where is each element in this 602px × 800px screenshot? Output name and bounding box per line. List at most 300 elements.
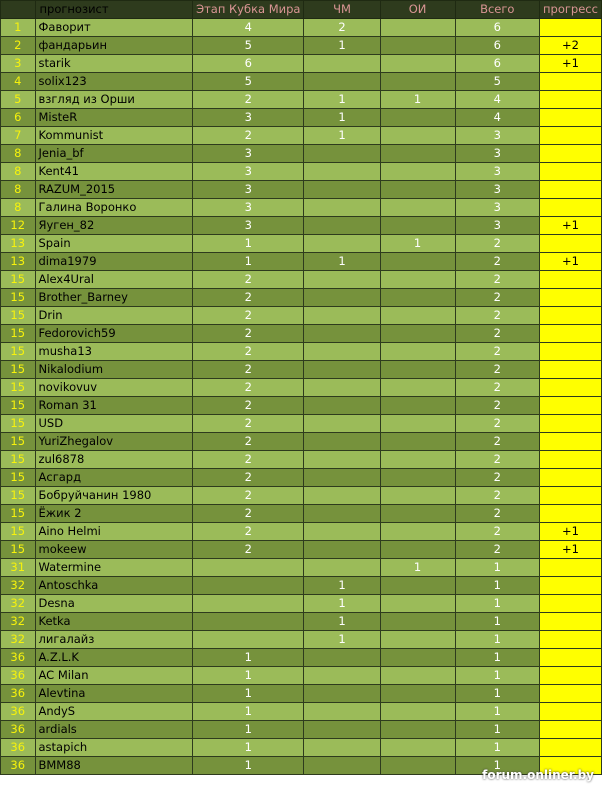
wc-cell bbox=[304, 361, 380, 379]
total-cell: 1 bbox=[455, 739, 539, 757]
table-row bbox=[1, 451, 602, 469]
oi-cell bbox=[380, 577, 455, 595]
wc-cell bbox=[304, 415, 380, 433]
table-row bbox=[1, 181, 602, 199]
world-cup-cell bbox=[193, 577, 304, 595]
oi-cell bbox=[380, 217, 455, 235]
total-cell: 2 bbox=[455, 325, 539, 343]
progress-cell: +1 bbox=[539, 541, 601, 559]
table-row bbox=[1, 415, 602, 433]
rank-cell: 3 bbox=[1, 55, 36, 73]
table-row bbox=[1, 217, 602, 235]
world-cup-cell: 2 bbox=[193, 469, 304, 487]
total-cell: 6 bbox=[455, 55, 539, 73]
wc-cell: 1 bbox=[304, 109, 380, 127]
wc-cell bbox=[304, 55, 380, 73]
oi-cell bbox=[380, 667, 455, 685]
name-cell: BMM88 bbox=[35, 757, 193, 775]
wc-cell bbox=[304, 667, 380, 685]
table-row bbox=[1, 667, 602, 685]
wc-cell bbox=[304, 181, 380, 199]
rank-cell: 15 bbox=[1, 541, 36, 559]
world-cup-cell: 1 bbox=[193, 721, 304, 739]
world-cup-cell: 2 bbox=[193, 325, 304, 343]
rank-cell: 5 bbox=[1, 91, 36, 109]
world-cup-cell: 3 bbox=[193, 199, 304, 217]
oi-cell bbox=[380, 73, 455, 91]
rank-cell: 8 bbox=[1, 145, 36, 163]
progress-cell bbox=[539, 109, 601, 127]
world-cup-cell: 5 bbox=[193, 37, 304, 55]
rank-cell: 15 bbox=[1, 289, 36, 307]
rank-cell: 36 bbox=[1, 721, 36, 739]
world-cup-cell: 5 bbox=[193, 73, 304, 91]
oi-cell bbox=[380, 595, 455, 613]
wc-cell bbox=[304, 379, 380, 397]
world-cup-cell: 3 bbox=[193, 163, 304, 181]
oi-cell bbox=[380, 757, 455, 775]
table-row bbox=[1, 235, 602, 253]
world-cup-cell: 2 bbox=[193, 271, 304, 289]
name-cell: Фаворит bbox=[35, 19, 193, 37]
name-cell: Spain bbox=[35, 235, 193, 253]
name-cell: Aino Helmi bbox=[35, 523, 193, 541]
total-cell: 5 bbox=[455, 73, 539, 91]
name-cell: Ketka bbox=[35, 613, 193, 631]
oi-cell bbox=[380, 109, 455, 127]
wc-cell bbox=[304, 649, 380, 667]
progress-cell bbox=[539, 577, 601, 595]
progress-cell bbox=[539, 379, 601, 397]
world-cup-cell: 2 bbox=[193, 451, 304, 469]
progress-cell: +1 bbox=[539, 55, 601, 73]
progress-cell bbox=[539, 451, 601, 469]
wc-cell bbox=[304, 397, 380, 415]
wc-cell bbox=[304, 145, 380, 163]
world-cup-cell: 2 bbox=[193, 379, 304, 397]
table-row bbox=[1, 397, 602, 415]
total-cell: 2 bbox=[455, 397, 539, 415]
oi-cell bbox=[380, 271, 455, 289]
total-cell: 2 bbox=[455, 289, 539, 307]
table-row bbox=[1, 361, 602, 379]
header-world-cup: Этап Кубка Мира bbox=[193, 1, 304, 19]
total-cell: 1 bbox=[455, 559, 539, 577]
progress-cell bbox=[539, 271, 601, 289]
oi-cell bbox=[380, 127, 455, 145]
progress-cell bbox=[539, 163, 601, 181]
world-cup-cell bbox=[193, 613, 304, 631]
world-cup-cell bbox=[193, 595, 304, 613]
oi-cell bbox=[380, 649, 455, 667]
name-cell: ardials bbox=[35, 721, 193, 739]
name-cell: dima1979 bbox=[35, 253, 193, 271]
world-cup-cell: 1 bbox=[193, 667, 304, 685]
name-cell: AC Milan bbox=[35, 667, 193, 685]
table-body bbox=[1, 19, 602, 775]
wc-cell bbox=[304, 271, 380, 289]
total-cell: 1 bbox=[455, 703, 539, 721]
progress-cell: +2 bbox=[539, 37, 601, 55]
name-cell: novikovuv bbox=[35, 379, 193, 397]
name-cell: mokeew bbox=[35, 541, 193, 559]
world-cup-cell: 2 bbox=[193, 397, 304, 415]
rank-cell: 36 bbox=[1, 667, 36, 685]
rank-cell: 36 bbox=[1, 703, 36, 721]
table-row bbox=[1, 19, 602, 37]
progress-cell: +1 bbox=[539, 523, 601, 541]
progress-cell bbox=[539, 595, 601, 613]
table-row bbox=[1, 145, 602, 163]
name-cell: musha13 bbox=[35, 343, 193, 361]
table-row bbox=[1, 163, 602, 181]
oi-cell bbox=[380, 523, 455, 541]
world-cup-cell: 2 bbox=[193, 289, 304, 307]
total-cell: 2 bbox=[455, 253, 539, 271]
total-cell: 3 bbox=[455, 199, 539, 217]
name-cell: Roman 31 bbox=[35, 397, 193, 415]
total-cell: 1 bbox=[455, 721, 539, 739]
table-row bbox=[1, 505, 602, 523]
progress-cell bbox=[539, 181, 601, 199]
wc-cell bbox=[304, 433, 380, 451]
table-row bbox=[1, 523, 602, 541]
rank-cell: 13 bbox=[1, 253, 36, 271]
wc-cell bbox=[304, 163, 380, 181]
world-cup-cell: 4 bbox=[193, 19, 304, 37]
table-row bbox=[1, 685, 602, 703]
table-row bbox=[1, 37, 602, 55]
total-cell: 3 bbox=[455, 181, 539, 199]
world-cup-cell: 2 bbox=[193, 433, 304, 451]
name-cell: USD bbox=[35, 415, 193, 433]
rank-cell: 8 bbox=[1, 181, 36, 199]
table-row bbox=[1, 469, 602, 487]
name-cell: Бобруйчанин 1980 bbox=[35, 487, 193, 505]
total-cell: 2 bbox=[455, 451, 539, 469]
table-row bbox=[1, 253, 602, 271]
name-cell: Desna bbox=[35, 595, 193, 613]
rank-cell: 15 bbox=[1, 379, 36, 397]
wc-cell: 1 bbox=[304, 577, 380, 595]
oi-cell bbox=[380, 469, 455, 487]
name-cell: Ёжик 2 bbox=[35, 505, 193, 523]
wc-cell bbox=[304, 757, 380, 775]
world-cup-cell: 1 bbox=[193, 253, 304, 271]
table-row bbox=[1, 199, 602, 217]
oi-cell bbox=[380, 703, 455, 721]
oi-cell bbox=[380, 181, 455, 199]
total-cell: 2 bbox=[455, 469, 539, 487]
table-row bbox=[1, 631, 602, 649]
oi-cell: 1 bbox=[380, 559, 455, 577]
name-cell: A.Z.L.K bbox=[35, 649, 193, 667]
oi-cell bbox=[380, 415, 455, 433]
table-row bbox=[1, 487, 602, 505]
wc-cell: 1 bbox=[304, 127, 380, 145]
header-oi: ОИ bbox=[380, 1, 455, 19]
total-cell: 1 bbox=[455, 757, 539, 775]
table-row bbox=[1, 559, 602, 577]
world-cup-cell: 3 bbox=[193, 109, 304, 127]
rank-cell: 15 bbox=[1, 271, 36, 289]
oi-cell bbox=[380, 433, 455, 451]
progress-cell bbox=[539, 91, 601, 109]
rank-cell: 36 bbox=[1, 757, 36, 775]
wc-cell bbox=[304, 307, 380, 325]
progress-cell bbox=[539, 685, 601, 703]
progress-cell bbox=[539, 361, 601, 379]
total-cell: 2 bbox=[455, 415, 539, 433]
rank-cell: 4 bbox=[1, 73, 36, 91]
oi-cell bbox=[380, 19, 455, 37]
name-cell: Яуген_82 bbox=[35, 217, 193, 235]
total-cell: 3 bbox=[455, 163, 539, 181]
rank-cell: 12 bbox=[1, 217, 36, 235]
world-cup-cell bbox=[193, 631, 304, 649]
oi-cell bbox=[380, 739, 455, 757]
oi-cell bbox=[380, 487, 455, 505]
rank-cell: 15 bbox=[1, 451, 36, 469]
total-cell: 1 bbox=[455, 667, 539, 685]
table-row bbox=[1, 595, 602, 613]
wc-cell bbox=[304, 199, 380, 217]
table-row bbox=[1, 649, 602, 667]
name-cell: astapich bbox=[35, 739, 193, 757]
total-cell: 1 bbox=[455, 613, 539, 631]
name-cell: Kent41 bbox=[35, 163, 193, 181]
wc-cell bbox=[304, 721, 380, 739]
rank-cell: 15 bbox=[1, 307, 36, 325]
wc-cell: 1 bbox=[304, 91, 380, 109]
name-cell: YuriZhegalov bbox=[35, 433, 193, 451]
progress-cell bbox=[539, 235, 601, 253]
wc-cell bbox=[304, 73, 380, 91]
table-row bbox=[1, 379, 602, 397]
name-cell: Fedorovich59 bbox=[35, 325, 193, 343]
wc-cell: 2 bbox=[304, 19, 380, 37]
wc-cell bbox=[304, 541, 380, 559]
rank-cell: 15 bbox=[1, 343, 36, 361]
wc-cell: 1 bbox=[304, 613, 380, 631]
progress-cell bbox=[539, 613, 601, 631]
world-cup-cell: 2 bbox=[193, 127, 304, 145]
total-cell: 3 bbox=[455, 217, 539, 235]
oi-cell bbox=[380, 631, 455, 649]
world-cup-cell: 2 bbox=[193, 541, 304, 559]
progress-cell bbox=[539, 307, 601, 325]
rank-cell: 15 bbox=[1, 523, 36, 541]
oi-cell bbox=[380, 307, 455, 325]
total-cell: 6 bbox=[455, 19, 539, 37]
oi-cell bbox=[380, 55, 455, 73]
name-cell: фандарьин bbox=[35, 37, 193, 55]
rank-cell: 15 bbox=[1, 487, 36, 505]
rank-cell: 32 bbox=[1, 595, 36, 613]
world-cup-cell: 1 bbox=[193, 685, 304, 703]
name-cell: Alex4Ural bbox=[35, 271, 193, 289]
progress-cell bbox=[539, 559, 601, 577]
table-row bbox=[1, 127, 602, 145]
rank-cell: 1 bbox=[1, 19, 36, 37]
table-row bbox=[1, 55, 602, 73]
table-row bbox=[1, 325, 602, 343]
oi-cell bbox=[380, 505, 455, 523]
rank-cell: 32 bbox=[1, 631, 36, 649]
oi-cell bbox=[380, 721, 455, 739]
rank-cell: 15 bbox=[1, 469, 36, 487]
name-cell: solix123 bbox=[35, 73, 193, 91]
oi-cell bbox=[380, 199, 455, 217]
rank-cell: 6 bbox=[1, 109, 36, 127]
total-cell: 1 bbox=[455, 649, 539, 667]
table-row bbox=[1, 307, 602, 325]
rank-cell: 32 bbox=[1, 613, 36, 631]
table-row bbox=[1, 343, 602, 361]
total-cell: 2 bbox=[455, 307, 539, 325]
world-cup-cell bbox=[193, 559, 304, 577]
progress-cell bbox=[539, 73, 601, 91]
progress-cell bbox=[539, 469, 601, 487]
table-row bbox=[1, 73, 602, 91]
name-cell: MisteR bbox=[35, 109, 193, 127]
wc-cell: 1 bbox=[304, 595, 380, 613]
table-row bbox=[1, 577, 602, 595]
world-cup-cell: 2 bbox=[193, 307, 304, 325]
rank-cell: 36 bbox=[1, 685, 36, 703]
total-cell: 1 bbox=[455, 685, 539, 703]
rank-cell: 15 bbox=[1, 325, 36, 343]
wc-cell bbox=[304, 739, 380, 757]
total-cell: 2 bbox=[455, 271, 539, 289]
oi-cell bbox=[380, 685, 455, 703]
total-cell: 2 bbox=[455, 361, 539, 379]
wc-cell bbox=[304, 325, 380, 343]
oi-cell bbox=[380, 325, 455, 343]
rank-cell: 15 bbox=[1, 433, 36, 451]
progress-cell: +1 bbox=[539, 253, 601, 271]
table-row bbox=[1, 271, 602, 289]
world-cup-cell: 2 bbox=[193, 415, 304, 433]
progress-cell bbox=[539, 703, 601, 721]
wc-cell bbox=[304, 505, 380, 523]
wc-cell bbox=[304, 469, 380, 487]
progress-cell bbox=[539, 19, 601, 37]
wc-cell: 1 bbox=[304, 631, 380, 649]
name-cell: starik bbox=[35, 55, 193, 73]
world-cup-cell: 2 bbox=[193, 343, 304, 361]
total-cell: 2 bbox=[455, 505, 539, 523]
table-row bbox=[1, 433, 602, 451]
header-total: Всего bbox=[455, 1, 539, 19]
name-cell: Alevtina bbox=[35, 685, 193, 703]
world-cup-cell: 1 bbox=[193, 703, 304, 721]
rank-cell: 15 bbox=[1, 415, 36, 433]
wc-cell bbox=[304, 487, 380, 505]
rank-cell: 36 bbox=[1, 649, 36, 667]
progress-cell bbox=[539, 289, 601, 307]
rank-cell: 8 bbox=[1, 199, 36, 217]
world-cup-cell: 1 bbox=[193, 739, 304, 757]
wc-cell bbox=[304, 343, 380, 361]
oi-cell bbox=[380, 379, 455, 397]
total-cell: 1 bbox=[455, 595, 539, 613]
total-cell: 2 bbox=[455, 523, 539, 541]
table-row bbox=[1, 703, 602, 721]
total-cell: 2 bbox=[455, 343, 539, 361]
rank-cell: 15 bbox=[1, 361, 36, 379]
oi-cell bbox=[380, 451, 455, 469]
rank-cell: 31 bbox=[1, 559, 36, 577]
wc-cell bbox=[304, 703, 380, 721]
world-cup-cell: 1 bbox=[193, 649, 304, 667]
progress-cell bbox=[539, 145, 601, 163]
table-row bbox=[1, 541, 602, 559]
wc-cell bbox=[304, 217, 380, 235]
total-cell: 2 bbox=[455, 541, 539, 559]
progress-cell bbox=[539, 649, 601, 667]
rank-cell: 13 bbox=[1, 235, 36, 253]
table-row bbox=[1, 91, 602, 109]
world-cup-cell: 2 bbox=[193, 523, 304, 541]
name-cell: Watermine bbox=[35, 559, 193, 577]
progress-cell bbox=[539, 739, 601, 757]
oi-cell: 1 bbox=[380, 91, 455, 109]
oi-cell bbox=[380, 37, 455, 55]
wc-cell: 1 bbox=[304, 253, 380, 271]
header-progress: прогресс bbox=[539, 1, 601, 19]
total-cell: 4 bbox=[455, 91, 539, 109]
oi-cell bbox=[380, 397, 455, 415]
table-row bbox=[1, 721, 602, 739]
name-cell: Brother_Barney bbox=[35, 289, 193, 307]
world-cup-cell: 6 bbox=[193, 55, 304, 73]
rank-cell: 15 bbox=[1, 397, 36, 415]
table-row bbox=[1, 109, 602, 127]
name-cell: zul6878 bbox=[35, 451, 193, 469]
progress-cell bbox=[539, 343, 601, 361]
world-cup-cell: 2 bbox=[193, 505, 304, 523]
world-cup-cell: 2 bbox=[193, 361, 304, 379]
rank-cell: 7 bbox=[1, 127, 36, 145]
header-wc: ЧМ bbox=[304, 1, 380, 19]
world-cup-cell: 1 bbox=[193, 757, 304, 775]
total-cell: 2 bbox=[455, 487, 539, 505]
rank-cell: 15 bbox=[1, 505, 36, 523]
name-cell: Kommunist bbox=[35, 127, 193, 145]
wc-cell bbox=[304, 451, 380, 469]
oi-cell bbox=[380, 361, 455, 379]
name-cell: Галина Воронко bbox=[35, 199, 193, 217]
progress-cell: +1 bbox=[539, 217, 601, 235]
progress-cell bbox=[539, 325, 601, 343]
name-cell: RAZUM_2015 bbox=[35, 181, 193, 199]
total-cell: 6 bbox=[455, 37, 539, 55]
oi-cell bbox=[380, 541, 455, 559]
total-cell: 4 bbox=[455, 109, 539, 127]
header-row bbox=[1, 1, 602, 19]
rank-cell: 8 bbox=[1, 163, 36, 181]
progress-cell bbox=[539, 667, 601, 685]
name-cell: Nikalodium bbox=[35, 361, 193, 379]
name-cell: Drin bbox=[35, 307, 193, 325]
header-rank bbox=[1, 1, 36, 19]
rank-cell: 36 bbox=[1, 739, 36, 757]
wc-cell bbox=[304, 685, 380, 703]
total-cell: 2 bbox=[455, 235, 539, 253]
progress-cell bbox=[539, 397, 601, 415]
progress-cell bbox=[539, 631, 601, 649]
